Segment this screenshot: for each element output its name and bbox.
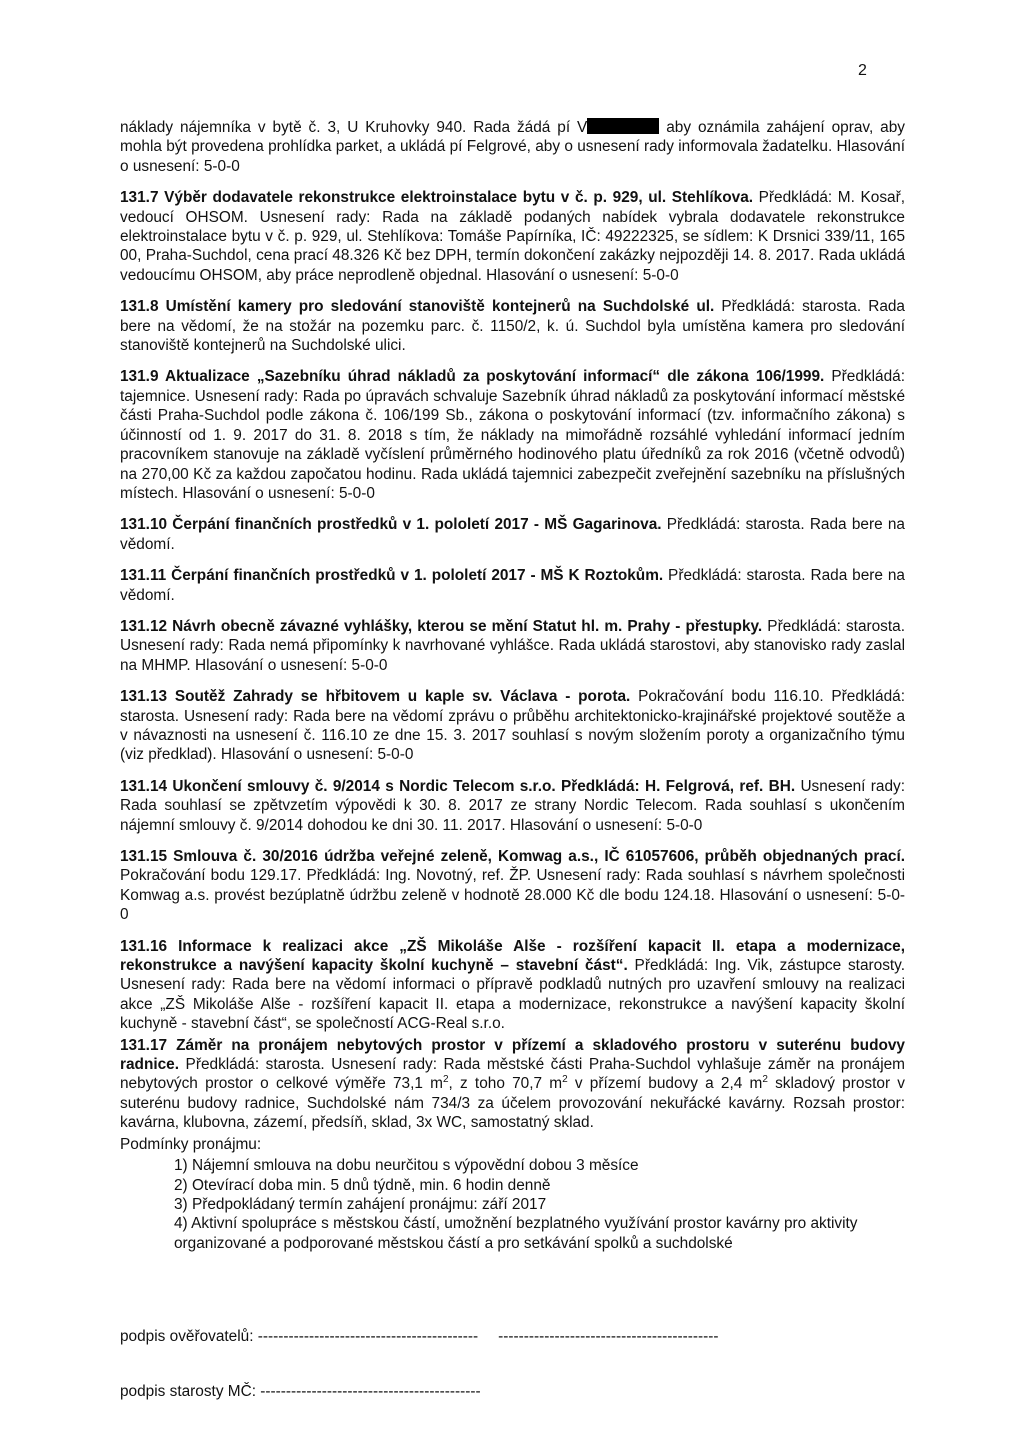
resolution-body: Předkládá: starosta. Rada bere na vědomí, že na stožár na pozemku parc. č. 1150/2, k. ú. Suchdol byla umístěna kamera pro sledování stanoviště kontejnerů na Suchdolské ulici. — [120, 298, 905, 355]
list-item: 4) Aktivní spolupráce s městskou částí, umožnění bezplatného využívání prostor kavárny pro aktivity organizované a podporované městskou částí a pro setkávání spolků a suchdolské — [174, 1215, 858, 1252]
list-item: 3) Předpokládaný termín zahájení pronájmu: září 2017 — [174, 1195, 547, 1213]
mayor-label: podpis starosty MČ: — [120, 1383, 261, 1400]
signature-dashes: ------------------------------------------- — [260, 1383, 481, 1400]
resolution-131-7 — [120, 188, 905, 285]
resolution-title: 131.11 Čerpání finančních prostředků v 1. pololetí 2017 - MŠ K Roztokům. — [120, 567, 664, 585]
resolution-body: Usnesení rady: Rada souhlasí se zpětvzetím výpovědi k 30. 8. 2017 ze strany Nordic Telecom. Rada souhlasí s ukončením nájemní smlouvy č. 9/2014 dohodou ke dni 30. 11. 2017. Hlasování o usnesení: 5-0-0 — [120, 777, 905, 834]
verifier-signature-line — [120, 1328, 719, 1346]
resolution-131-11 — [120, 566, 905, 605]
resolution-131-17 — [120, 1036, 905, 1133]
resolution-131-10 — [120, 515, 905, 554]
resolution-title: 131.17 Záměr na pronájem nebytových prostor v přízemí a skladového prostoru v suterénu budovy radnice. — [120, 1036, 905, 1074]
redaction-block — [587, 118, 659, 134]
resolution-131-16 — [120, 937, 905, 1034]
resolution-131-9 — [120, 367, 905, 503]
superscript: 2 — [762, 1074, 768, 1086]
mayor-signature-line — [120, 1383, 481, 1401]
resolution-body-a: Předkládá: starosta. Usnesení rady: Rada městské části Praha-Suchdol vyhlašuje záměr na pronájem nebytových prostor o celkové výměře 73,1 m — [120, 1056, 905, 1093]
conditions-heading: Podmínky pronájmu: — [120, 1135, 262, 1153]
resolution-title: 131.9 Aktualizace „Sazebníku úhrad nákladů za poskytování informací“ dle zákona 106/1999. — [120, 368, 825, 386]
verifier-label: podpis ověřovatelů: — [120, 1328, 258, 1345]
resolution-title: 131.15 Smlouva č. 30/2016 údržba veřejné zeleně, Komwag a.s., IČ 61057606, průběh objednaných prací. — [120, 848, 905, 865]
resolution-title: 131.12 Návrh obecně závazné vyhlášky, kterou se mění Statut hl. m. Prahy - přestupky. — [120, 617, 763, 635]
resolution-body-c: v přízemí budovy a 2,4 m — [567, 1075, 763, 1093]
resolution-131-14 — [120, 777, 905, 835]
resolution-131-13 — [120, 687, 905, 765]
page-number: 2 — [858, 62, 867, 79]
signature-dashes: ------------------------------------------- — [498, 1328, 719, 1345]
superscript: 2 — [442, 1074, 449, 1086]
list-item: 1) Nájemní smlouva na dobu neurčitou s výpovědní dobou 3 měsíce — [174, 1157, 639, 1175]
resolution-body: Pokračování bodu 129.17. Předkládá: Ing. Novotný, ref. ŽP. Usnesení rady: Rada souhlasí s návrhem společnosti Komwag a.s. provést bezúplatně údržbu zeleně v hodnotě 28.000 Kč dle bodu 124.18. Hlasování o usnesení: 5-0-0 — [120, 867, 905, 924]
resolution-131-12 — [120, 617, 905, 675]
resolution-title: 131.13 Soutěž Zahrady se hřbitovem u kaple sv. Václava - porota. — [120, 688, 631, 706]
resolution-title: 131.8 Umístění kamery pro sledování stanoviště kontejnerů na Suchdolské ul. — [120, 298, 715, 316]
resolution-body-d: skladový prostor v suterénu budovy radnice, Suchdolské nám 734/3 za účelem provozování nekuřácké kavárny. Rozsah prostor: kavárna, klubovna, zázemí, předsíň, sklad, 3x WC, samostatný sklad. — [120, 1075, 905, 1132]
resolution-title: 131.10 Čerpání finančních prostředků v 1. pololetí 2017 - MŠ Gagarinova. — [120, 516, 662, 534]
intro-text-a: náklady nájemníka v bytě č. 3, U Kruhovky 940. Rada žádá pí V — [120, 119, 588, 136]
resolution-body: Předkládá: M. Kosař, vedoucí OHSOM. Usnesení rady: Rada na základě podaných nabídek vybrala dodavatele rekonstrukce elektroinstalace bytu v č. p. 929, ul. Stehlíkova: Tomáše Papírníka, IČ: 49222325, se sídlem: K Drsnici 339/11, 165 00, Praha-Suchdol, cena prací 48.326 Kč bez DPH, termín dokončení zakázky nejpozději 14. 8. 2017. Rada ukládá vedoucímu OHSOM, aby práce neprodleně objednal. Hlasování o usnesení: 5-0-0 — [120, 189, 905, 284]
conditions-list — [120, 1156, 905, 1253]
paragraph-intro — [120, 118, 905, 176]
resolution-body: Předkládá: starosta. Rada bere na vědomí. — [120, 516, 905, 553]
lease-conditions — [120, 1135, 905, 1253]
superscript: 2 — [562, 1074, 568, 1086]
resolution-title: 131.7 Výběr dodavatele rekonstrukce elektroinstalace bytu v č. p. 929, ul. Stehlíkova. — [120, 189, 754, 207]
resolution-title: 131.16 Informace k realizaci akce „ZŠ Mikoláše Alše - rozšíření kapacit II. etapa a modernizace, rekonstrukce a navýšení kapacity školní kuchyně – stavební část“. — [120, 937, 905, 975]
resolution-body: Předkládá: starosta. Usnesení rady: Rada nemá připomínky k navrhované vyhlášce. Rada ukládá starostovi, aby stanovisko rady zaslal na MHMP. Hlasování o usnesení: 5-0-0 — [120, 617, 905, 674]
signature-dashes: ------------------------------------------- — [257, 1328, 479, 1345]
list-item: 2) Otevírací doba min. 5 dnů týdně, min. 6 hodin denně — [174, 1176, 551, 1194]
resolution-title: 131.14 Ukončení smlouvy č. 9/2014 s Nordic Telecom s.r.o. Předkládá: H. Felgrová, ref. BH. — [120, 777, 796, 795]
resolution-body: Předkládá: tajemnice. Usnesení rady: Rada po úpravách schvaluje Sazebník úhrad nákladů za poskytování informací městské části Praha-Suchdol podle zákona č. 106/199 Sb., zákona o poskytování informací (tzv. informačního zákona) s účinností od 1. 9. 2017 do 31. 8. 2018 s tím, že náklady na mimořádně rozsáhlé vyhledání informací jedním pracovníkem stanovuje na základě vyčíslení průměrného hodinového platu úředníků za rok 2016 (včetně odvodů) na 270,00 Kč za každou započatou hodinu. Rada ukládá tajemnici zabezpečit zveřejnění sazebníku na příslušných místech. Hlasování o usnesení: 5-0-0 — [120, 368, 905, 502]
resolution-131-15 — [120, 847, 905, 925]
document-body — [120, 118, 905, 1253]
intro-text-b: aby oznámila zahájení oprav, aby mohla být provedena prohlídka parket, a ukládá pí Felgrové, aby o usnesení rady informovala žadatelku. Hlasování o usnesení: 5-0-0 — [120, 119, 905, 175]
resolution-body: Pokračování bodu 116.10. Předkládá: starosta. Usnesení rady: Rada bere na vědomí zprávu o průběhu architektonicko-krajinářské projektové soutěže a v návaznosti na usnesení č. 116.10 ze dne 15. 3. 2017 souhlasí s novým složením poroty a organizačního týmu (viz předklad). Hlasování o usnesení: 5-0-0 — [120, 688, 905, 764]
resolution-body-b: , z toho 70,7 m — [448, 1075, 563, 1093]
resolution-131-8 — [120, 297, 905, 355]
resolution-body: Předkládá: starosta. Rada bere na vědomí. — [120, 567, 905, 604]
resolution-body: Předkládá: Ing. Vik, zástupce starosty. Usnesení rady: Rada bere na vědomí informaci o přípravě podkladů nutných pro uzavření smlouvy na realizaci akce „ZŠ Mikoláše Alše - rozšíření kapacit II. etapa a modernizace, rekonstrukce a navýšení kapacity školní kuchyně - stavební část“, se společností ACG-Real s.r.o. — [120, 957, 905, 1033]
